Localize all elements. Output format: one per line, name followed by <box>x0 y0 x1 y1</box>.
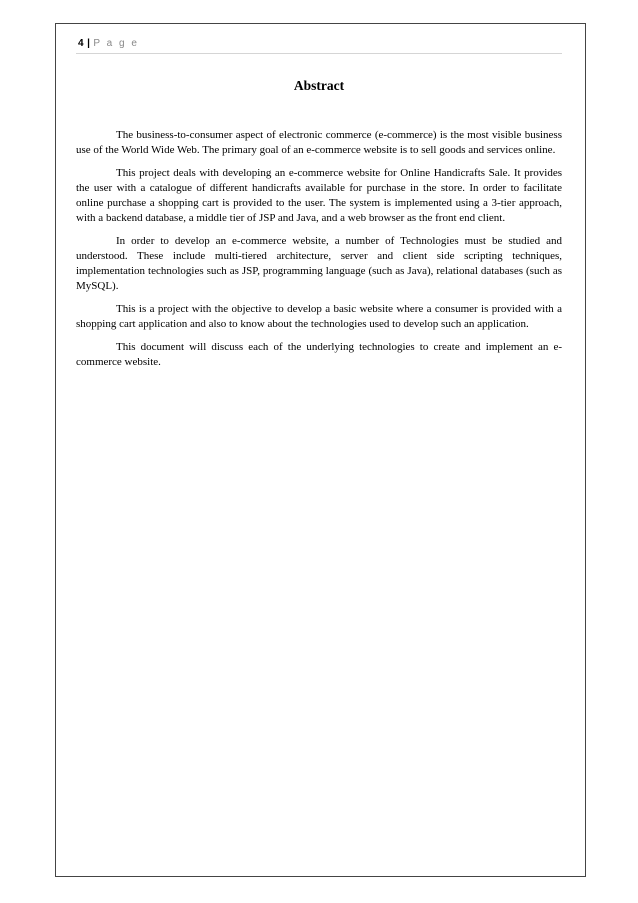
page-header <box>78 38 139 49</box>
abstract-body <box>76 128 562 378</box>
abstract-paragraph: The business-to-consumer aspect of electronic commerce (e-commerce) is the most visible business use of the World Wide Web. The primary goal of an e-commerce website is to sell goods and services online. <box>76 129 562 156</box>
abstract-title: Abstract <box>293 78 345 93</box>
page-number: 4 <box>78 38 85 49</box>
abstract-paragraph: This document will discuss each of the underlying technologies to create and implement an e-commerce website. <box>76 341 562 368</box>
page-label: P a g e <box>93 38 139 49</box>
header-rule <box>76 53 562 54</box>
abstract-paragraph: This project deals with developing an e-commerce website for Online Handicrafts Sale. It provides the user with a catalogue of different handicrafts available for purchase in the store. In order to facilitate online purchase a shopping cart is provided to the user. The system is implemented using a 3-tier approach, with a backend database, a middle tier of JSP and Java, and a web browser as the front end client. <box>76 167 562 224</box>
abstract-paragraph: In order to develop an e-commerce website, a number of Technologies must be studied and understood. These include multi-tiered architecture, server and client side scripting techniques, implementation technologies such as JSP, programming language (such as Java), relational databases (such as MySQL). <box>76 235 562 292</box>
header-separator: | <box>87 38 91 49</box>
abstract-paragraph: This is a project with the objective to develop a basic website where a consumer is provided with a shopping cart application and also to know about the technologies used to develop such an application. <box>76 303 562 330</box>
